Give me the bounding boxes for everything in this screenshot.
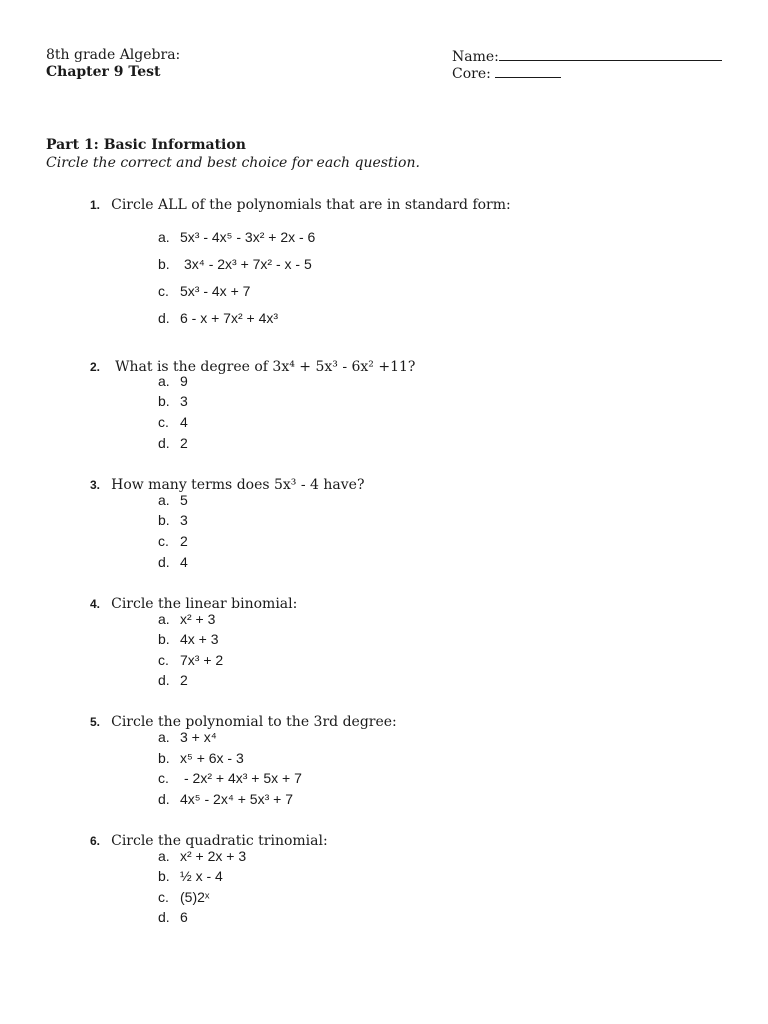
- option-1c[interactable]: c. 5x³ - 4x + 7: [158, 283, 251, 299]
- option-1a[interactable]: a. 5x³ - 4x⁵ - 3x² + 2x - 6: [158, 229, 316, 245]
- name-field[interactable]: [452, 47, 722, 65]
- part-title: Part 1: Basic Information: [46, 137, 246, 153]
- name-label: Name:: [452, 49, 499, 65]
- option-2b[interactable]: b. 3: [158, 393, 188, 409]
- option-4c[interactable]: c. 7x³ + 2: [158, 652, 224, 668]
- option-5b[interactable]: b. x⁵ + 6x - 3: [158, 750, 244, 766]
- option-3a[interactable]: a. 5: [158, 492, 188, 508]
- option-4a[interactable]: a. x² + 3: [158, 611, 216, 627]
- option-2d[interactable]: d. 2: [158, 435, 188, 451]
- question-prompt: Circle ALL of the polynomials that are in standard form:: [111, 197, 511, 213]
- question-prompt: Circle the quadratic trinomial:: [111, 833, 328, 849]
- name-blank[interactable]: [499, 47, 722, 61]
- option-6b[interactable]: b. ½ x - 4: [158, 868, 223, 884]
- part-instructions: Circle the correct and best choice for each question.: [46, 155, 420, 171]
- option-6c[interactable]: c. (5)2ˣ: [158, 889, 210, 905]
- question-2: [90, 356, 415, 375]
- question-prompt: Circle the polynomial to the 3rd degree:: [111, 714, 397, 730]
- option-6a[interactable]: a. x² + 2x + 3: [158, 848, 247, 864]
- question-prompt: What is the degree of 3x⁴ + 5x³ - 6x² +11?: [115, 359, 416, 375]
- question-prompt: Circle the linear binomial:: [111, 596, 298, 612]
- option-6d[interactable]: d. 6: [158, 909, 188, 925]
- question-prompt: How many terms does 5x³ - 4 have?: [111, 477, 365, 493]
- option-3b[interactable]: b. 3: [158, 512, 188, 528]
- question-4: [90, 593, 297, 612]
- option-2c[interactable]: c. 4: [158, 414, 188, 430]
- test-title: Chapter 9 Test: [46, 64, 161, 80]
- question-number: 3.: [90, 478, 101, 492]
- question-number: 5.: [90, 715, 101, 729]
- option-4b[interactable]: b. 4x + 3: [158, 631, 219, 647]
- core-blank[interactable]: [495, 64, 561, 78]
- option-1b[interactable]: b. 3x⁴ - 2x³ + 7x² - x - 5: [158, 256, 312, 272]
- question-1: [90, 194, 511, 213]
- option-5a[interactable]: a. 3 + x⁴: [158, 729, 217, 745]
- core-label: Core:: [452, 66, 491, 82]
- option-5d[interactable]: d. 4x⁵ - 2x⁴ + 5x³ + 7: [158, 791, 293, 807]
- question-number: 4.: [90, 597, 101, 611]
- course-label: 8th grade Algebra:: [46, 47, 181, 63]
- question-number: 6.: [90, 834, 101, 848]
- option-4d[interactable]: d. 2: [158, 672, 188, 688]
- option-3d[interactable]: d. 4: [158, 554, 188, 570]
- option-5c[interactable]: c. - 2x² + 4x³ + 5x + 7: [158, 770, 302, 786]
- question-5: [90, 711, 397, 730]
- question-6: [90, 830, 328, 849]
- option-1d[interactable]: d. 6 - x + 7x² + 4x³: [158, 310, 279, 326]
- question-number: 1.: [90, 198, 101, 212]
- question-3: [90, 474, 364, 493]
- core-field[interactable]: [452, 64, 561, 82]
- question-number: 2.: [90, 360, 101, 374]
- option-2a[interactable]: a. 9: [158, 373, 188, 389]
- option-3c[interactable]: c. 2: [158, 533, 188, 549]
